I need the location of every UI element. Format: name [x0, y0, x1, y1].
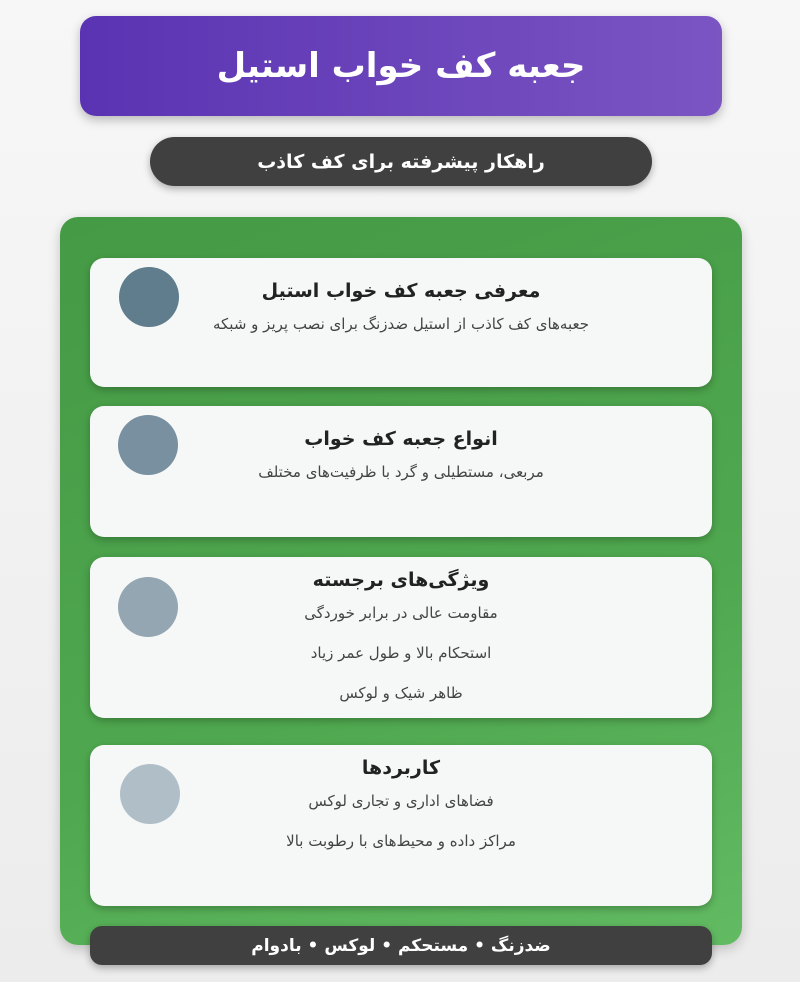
circle-icon: [118, 577, 178, 637]
footer-bar: [90, 926, 712, 965]
card-types: [90, 406, 712, 537]
card-line: فضاهای اداری و تجاری لوکس: [308, 792, 494, 810]
card-intro: [90, 258, 712, 387]
circle-icon: [120, 764, 180, 824]
page-title: جعبه کف خواب استیل: [216, 46, 586, 86]
circle-icon: [118, 415, 178, 475]
card-title: انواع جعبه کف خواب: [304, 428, 498, 450]
card-title: کاربردها: [361, 757, 441, 779]
subtitle: راهکار پیشرفته برای کف کاذب: [257, 150, 545, 173]
card-title: ویژگی‌های برجسته: [312, 569, 490, 591]
footer-text: ضدزنگ • مستحکم • لوکس • بادوام: [251, 935, 551, 956]
card-line: مربعی، مستطیلی و گرد با ظرفیت‌های مختلف: [258, 463, 544, 481]
card-features: [90, 557, 712, 718]
card-line: جعبه‌های کف کاذب از استیل ضدزنگ برای نصب پریز و شبکه: [212, 315, 589, 333]
card-line: استحکام بالا و طول عمر زیاد: [310, 644, 492, 662]
subtitle-pill: [150, 137, 652, 186]
card-line: مراکز داده و محیط‌های با رطوبت بالا: [286, 832, 516, 850]
page-title-banner: [80, 16, 722, 116]
card-line: ظاهر شیک و لوکس: [339, 684, 463, 702]
card-applications: [90, 745, 712, 906]
card-title: معرفی جعبه کف خواب استیل: [261, 280, 541, 302]
circle-icon: [119, 267, 179, 327]
card-line: مقاومت عالی در برابر خوردگی: [304, 604, 498, 622]
